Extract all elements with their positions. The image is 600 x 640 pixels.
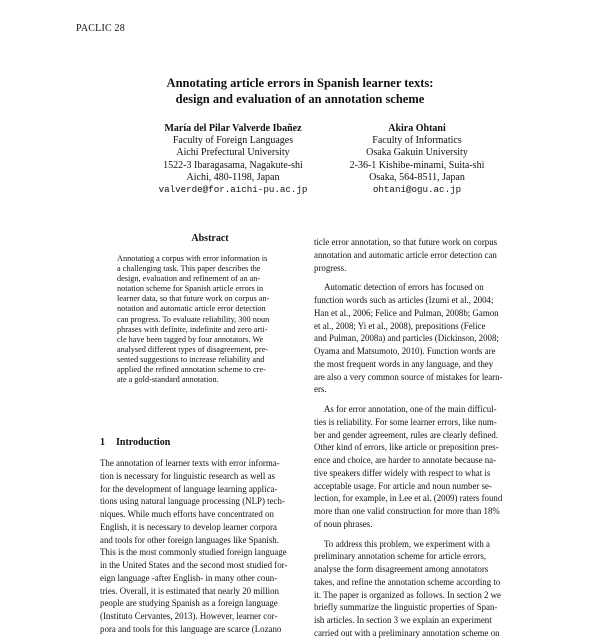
text-line: ish articles. In section 3 we explain an experiment xyxy=(314,615,492,625)
text-line: phrases with definite, indefinite and zero arti- xyxy=(117,324,268,334)
text-line: and tools for other foreign languages like Spanish. xyxy=(100,534,279,545)
text-line: tive speakers differ widely with respect to what is xyxy=(314,467,491,478)
author-email[interactable]: ohtani@ogu.ac.jp xyxy=(372,184,462,196)
text-line: it. The paper is organized as follows. In section 2 we xyxy=(314,589,501,600)
text-line: takes, and refine the annotation scheme according to xyxy=(314,576,501,587)
text-line: eign language -after English- in many other coun- xyxy=(100,572,278,583)
text-line: ers. xyxy=(314,384,327,395)
text-line: can progress. To evaluate reliability, 300 noun xyxy=(117,314,270,324)
text-line: The annotation of learner texts with error informa- xyxy=(100,458,280,468)
text-line: acceptable usage. For article and noun number se- xyxy=(314,480,492,491)
paper-title xyxy=(0,76,600,107)
text-line: Annotating a corpus with error information is xyxy=(117,254,268,263)
author-affiliation: Faculty of Foreign Languages xyxy=(172,135,294,147)
text-line: are also a very common source of mistakes for learn- xyxy=(314,371,503,382)
text-line: applied the refined annotation scheme to cre- xyxy=(117,365,266,375)
text-line: notation scheme for Spanish article errors in xyxy=(117,284,264,294)
text-line: design, evaluation and refinement of an an- xyxy=(117,274,261,284)
text-line: tions using natural language processing (NLP) tech- xyxy=(100,496,285,507)
abstract-heading: Abstract xyxy=(191,233,229,244)
text-line: et al., 2008; Yi et al., 2008), prepositions (Felice xyxy=(314,320,486,331)
author-address-line-1: 1522-3 Ibaragasama, Nagakute-shi xyxy=(163,159,303,171)
text-line: preliminary annotation scheme for article errors, xyxy=(314,551,487,562)
author-address-line-1: 2-36-1 Kishibe-minami, Suita-shi xyxy=(349,159,485,171)
text-line: progress. xyxy=(314,262,347,273)
text-line: function words such as articles (Izumi et al., 2004; xyxy=(314,295,494,305)
text-line: This is the most commonly studied foreign language xyxy=(100,547,287,558)
author-institution: Aichi Prefectural University xyxy=(176,147,290,159)
paragraph-gap xyxy=(314,274,520,281)
paragraph-gap xyxy=(314,396,520,403)
text-line: tries. Overall, it is estimated that nearly 20 million xyxy=(100,585,279,596)
text-line: for the development of language learning applica- xyxy=(100,483,278,494)
paragraph-gap xyxy=(314,531,520,538)
text-line: analysed different types of disagreement, pre- xyxy=(117,344,269,354)
text-line: the most frequent words in any language, and they xyxy=(314,358,494,369)
text-line: ticle error annotation, so that future work on corpus xyxy=(314,237,498,247)
text-line: notation and automatic article error detection xyxy=(117,304,266,314)
text-line: To address this problem, we experiment with a xyxy=(324,538,490,549)
text-line: niques. While much efforts have concentrated on xyxy=(100,509,274,519)
text-line: As for error annotation, one of the main difficul- xyxy=(324,404,497,414)
text-line: carried out with a preliminary annotation scheme on xyxy=(314,627,500,638)
text-line: analyse the form disagreement among annotators xyxy=(314,564,489,574)
text-line: ence and choice, are harder to annotate because na- xyxy=(314,455,497,465)
text-line: and Pulman, 2008a) and particles (Dickinson, 2008; xyxy=(314,333,499,344)
text-line: Automatic detection of errors has focused on xyxy=(324,282,484,293)
text-line: more than one valid construction for more than 18% xyxy=(314,506,500,516)
text-line: learner data, so that future work on corpus an- xyxy=(117,294,270,304)
text-line: ties is reliability. For some learner errors, like num- xyxy=(314,416,497,427)
text-line: ate a gold-standard annotation. xyxy=(117,375,219,385)
text-line: ber and gender agreement, rules are clearly defined. xyxy=(314,429,499,440)
text-line: tion is necessary for linguistic research as well as xyxy=(100,470,275,481)
abstract-body xyxy=(117,254,301,385)
section-number: 1 xyxy=(100,437,105,448)
introduction-body xyxy=(100,457,300,636)
text-line: briefly summarize the linguistic properties of Span- xyxy=(314,602,498,613)
author-name: Akira Ohtani xyxy=(388,123,446,134)
author-email[interactable]: valverde@for.aichi-pu.ac.jp xyxy=(158,184,308,196)
text-line: people are studying Spanish as a foreign language xyxy=(100,598,278,609)
title-line-2: design and evaluation of an annotation scheme xyxy=(175,91,425,106)
text-line: in the United States and the second most studied for- xyxy=(100,560,288,570)
text-line: lection, for example, in Lee et al. (2009) raters found xyxy=(314,493,503,504)
text-line: of noun phrases. xyxy=(314,518,373,529)
text-line: Han et al., 2006; Felice and Pulman, 2008b; Gamon xyxy=(314,307,499,318)
author-affiliation: Faculty of Informatics xyxy=(372,135,462,147)
conference-header: PACLIC 28 xyxy=(76,23,125,34)
text-line: sented suggestions to increase reliability and xyxy=(117,354,265,364)
right-column-body xyxy=(314,236,520,640)
title-line-1: Annotating article errors in Spanish learner texts: xyxy=(166,76,434,90)
author-address-line-2: Aichi, 480-1198, Japan xyxy=(186,171,280,183)
text-line: pora and tools for this language are scarce (Lozano xyxy=(100,623,282,634)
section-title: Introduction xyxy=(116,437,171,448)
author-institution: Osaka Gakuin University xyxy=(366,147,468,159)
text-line: Oyama and Matsumoto, 2010). Function words are xyxy=(314,346,496,356)
author-name: María del Pilar Valverde Ibañez xyxy=(164,123,302,134)
text-line: cle have been tagged by four annotators. We xyxy=(117,334,264,344)
author-address-line-2: Osaka, 564-8511, Japan xyxy=(369,171,465,183)
text-line: annotation and automatic article error detection can xyxy=(314,249,497,260)
text-line: a challenging task. This paper describes the xyxy=(117,264,261,274)
author-block-2 xyxy=(292,123,542,196)
section-heading xyxy=(100,437,170,448)
text-line: Other kind of errors, like article or preposition pres- xyxy=(314,442,499,453)
text-line: (Instituto Cervantes, 2013). However, learner cor- xyxy=(100,611,278,621)
text-line: English, it is necessary to develop learner corpora xyxy=(100,521,277,532)
